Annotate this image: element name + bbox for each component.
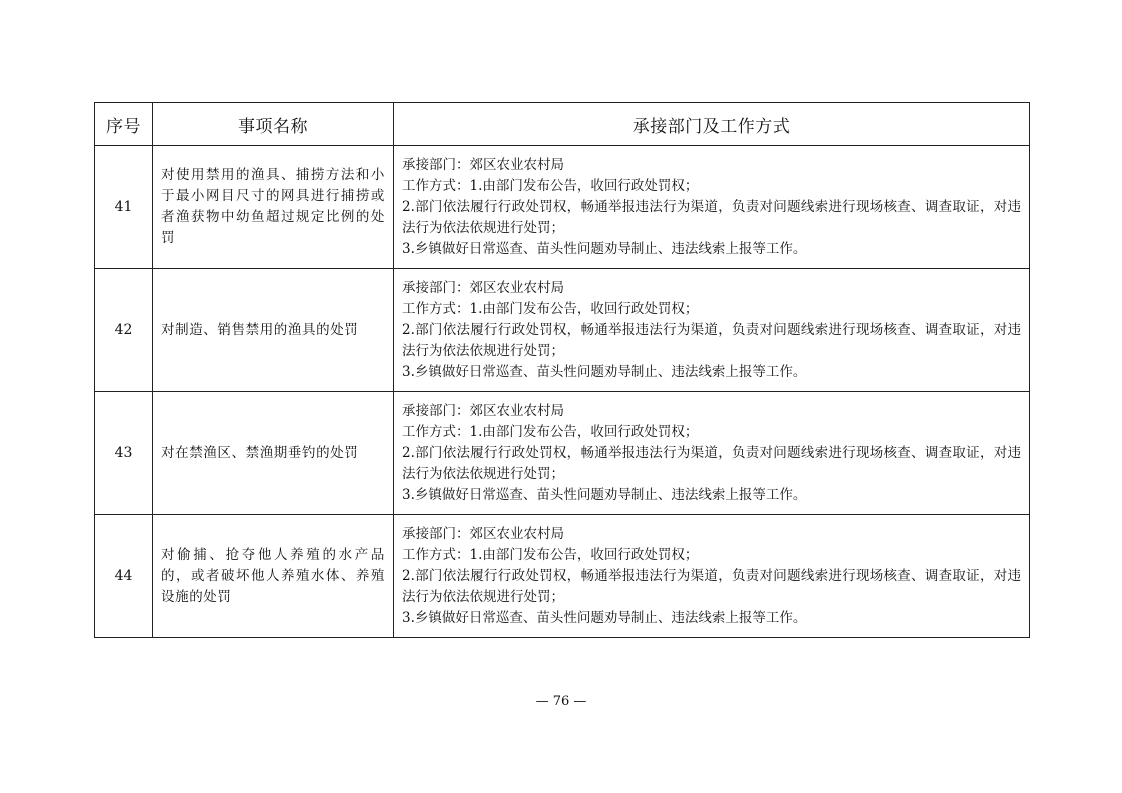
- row-item-name: 对偷捕、抢夺他人养殖的水产品的，或者破坏他人养殖水体、养殖设施的处罚: [153, 515, 394, 638]
- row-serial-number: 41: [95, 146, 153, 269]
- table-header-row: [95, 103, 1030, 146]
- row-serial-number: 44: [95, 515, 153, 638]
- method-line-2: 2.部门依法履行行政处罚权，畅通举报违法行为渠道，负责对问题线索进行现场核查、调查取证，对违法行为依法依规进行处罚；: [402, 321, 1021, 359]
- table-row: [95, 146, 1030, 269]
- method-line-2: 2.部门依法履行行政处罚权，畅通举报违法行为渠道，负责对问题线索进行现场核查、调查取证，对违法行为依法依规进行处罚；: [402, 198, 1021, 236]
- table-row: [95, 515, 1030, 638]
- row-item-name: 对使用禁用的渔具、捕捞方法和小于最小网目尺寸的网具进行捕捞或者渔获物中幼鱼超过规定比例的处罚: [153, 146, 394, 269]
- row-department-and-method: [394, 392, 1030, 515]
- header-serial-number: 序号: [95, 103, 153, 146]
- table-row: [95, 269, 1030, 392]
- header-item-name: 事项名称: [153, 103, 394, 146]
- method-line-1: 工作方式：1.由部门发布公告，收回行政处罚权；: [402, 423, 699, 440]
- method-line-3: 3.乡镇做好日常巡查、苗头性问题劝导制止、违法线索上报等工作。: [402, 486, 807, 503]
- method-line-1: 工作方式：1.由部门发布公告，收回行政处罚权；: [402, 177, 699, 194]
- row-item-name: 对制造、销售禁用的渔具的处罚: [153, 269, 394, 392]
- method-line-2: 2.部门依法履行行政处罚权，畅通举报违法行为渠道，负责对问题线索进行现场核查、调查取证，对违法行为依法依规进行处罚；: [402, 567, 1021, 605]
- row-department-and-method: [394, 515, 1030, 638]
- row-serial-number: 43: [95, 392, 153, 515]
- row-serial-number: 42: [95, 269, 153, 392]
- row-item-name: 对在禁渔区、禁渔期垂钓的处罚: [153, 392, 394, 515]
- department-line: 承接部门：郊区农业农村局: [402, 402, 564, 419]
- header-department-and-method: 承接部门及工作方式: [394, 103, 1030, 146]
- method-line-2: 2.部门依法履行行政处罚权，畅通举报违法行为渠道，负责对问题线索进行现场核查、调查取证，对违法行为依法依规进行处罚；: [402, 444, 1021, 482]
- page-number: — 76 —: [535, 694, 587, 709]
- row-department-and-method: [394, 269, 1030, 392]
- method-line-1: 工作方式：1.由部门发布公告，收回行政处罚权；: [402, 300, 699, 317]
- method-line-3: 3.乡镇做好日常巡查、苗头性问题劝导制止、违法线索上报等工作。: [402, 363, 807, 380]
- method-line-3: 3.乡镇做好日常巡查、苗头性问题劝导制止、违法线索上报等工作。: [402, 240, 807, 257]
- department-line: 承接部门：郊区农业农村局: [402, 525, 564, 542]
- row-department-and-method: [394, 146, 1030, 269]
- method-line-3: 3.乡镇做好日常巡查、苗头性问题劝导制止、违法线索上报等工作。: [402, 609, 807, 626]
- matters-table: [94, 102, 1030, 638]
- department-line: 承接部门：郊区农业农村局: [402, 279, 564, 296]
- department-line: 承接部门：郊区农业农村局: [402, 156, 564, 173]
- method-line-1: 工作方式：1.由部门发布公告，收回行政处罚权；: [402, 546, 699, 563]
- table-row: [95, 392, 1030, 515]
